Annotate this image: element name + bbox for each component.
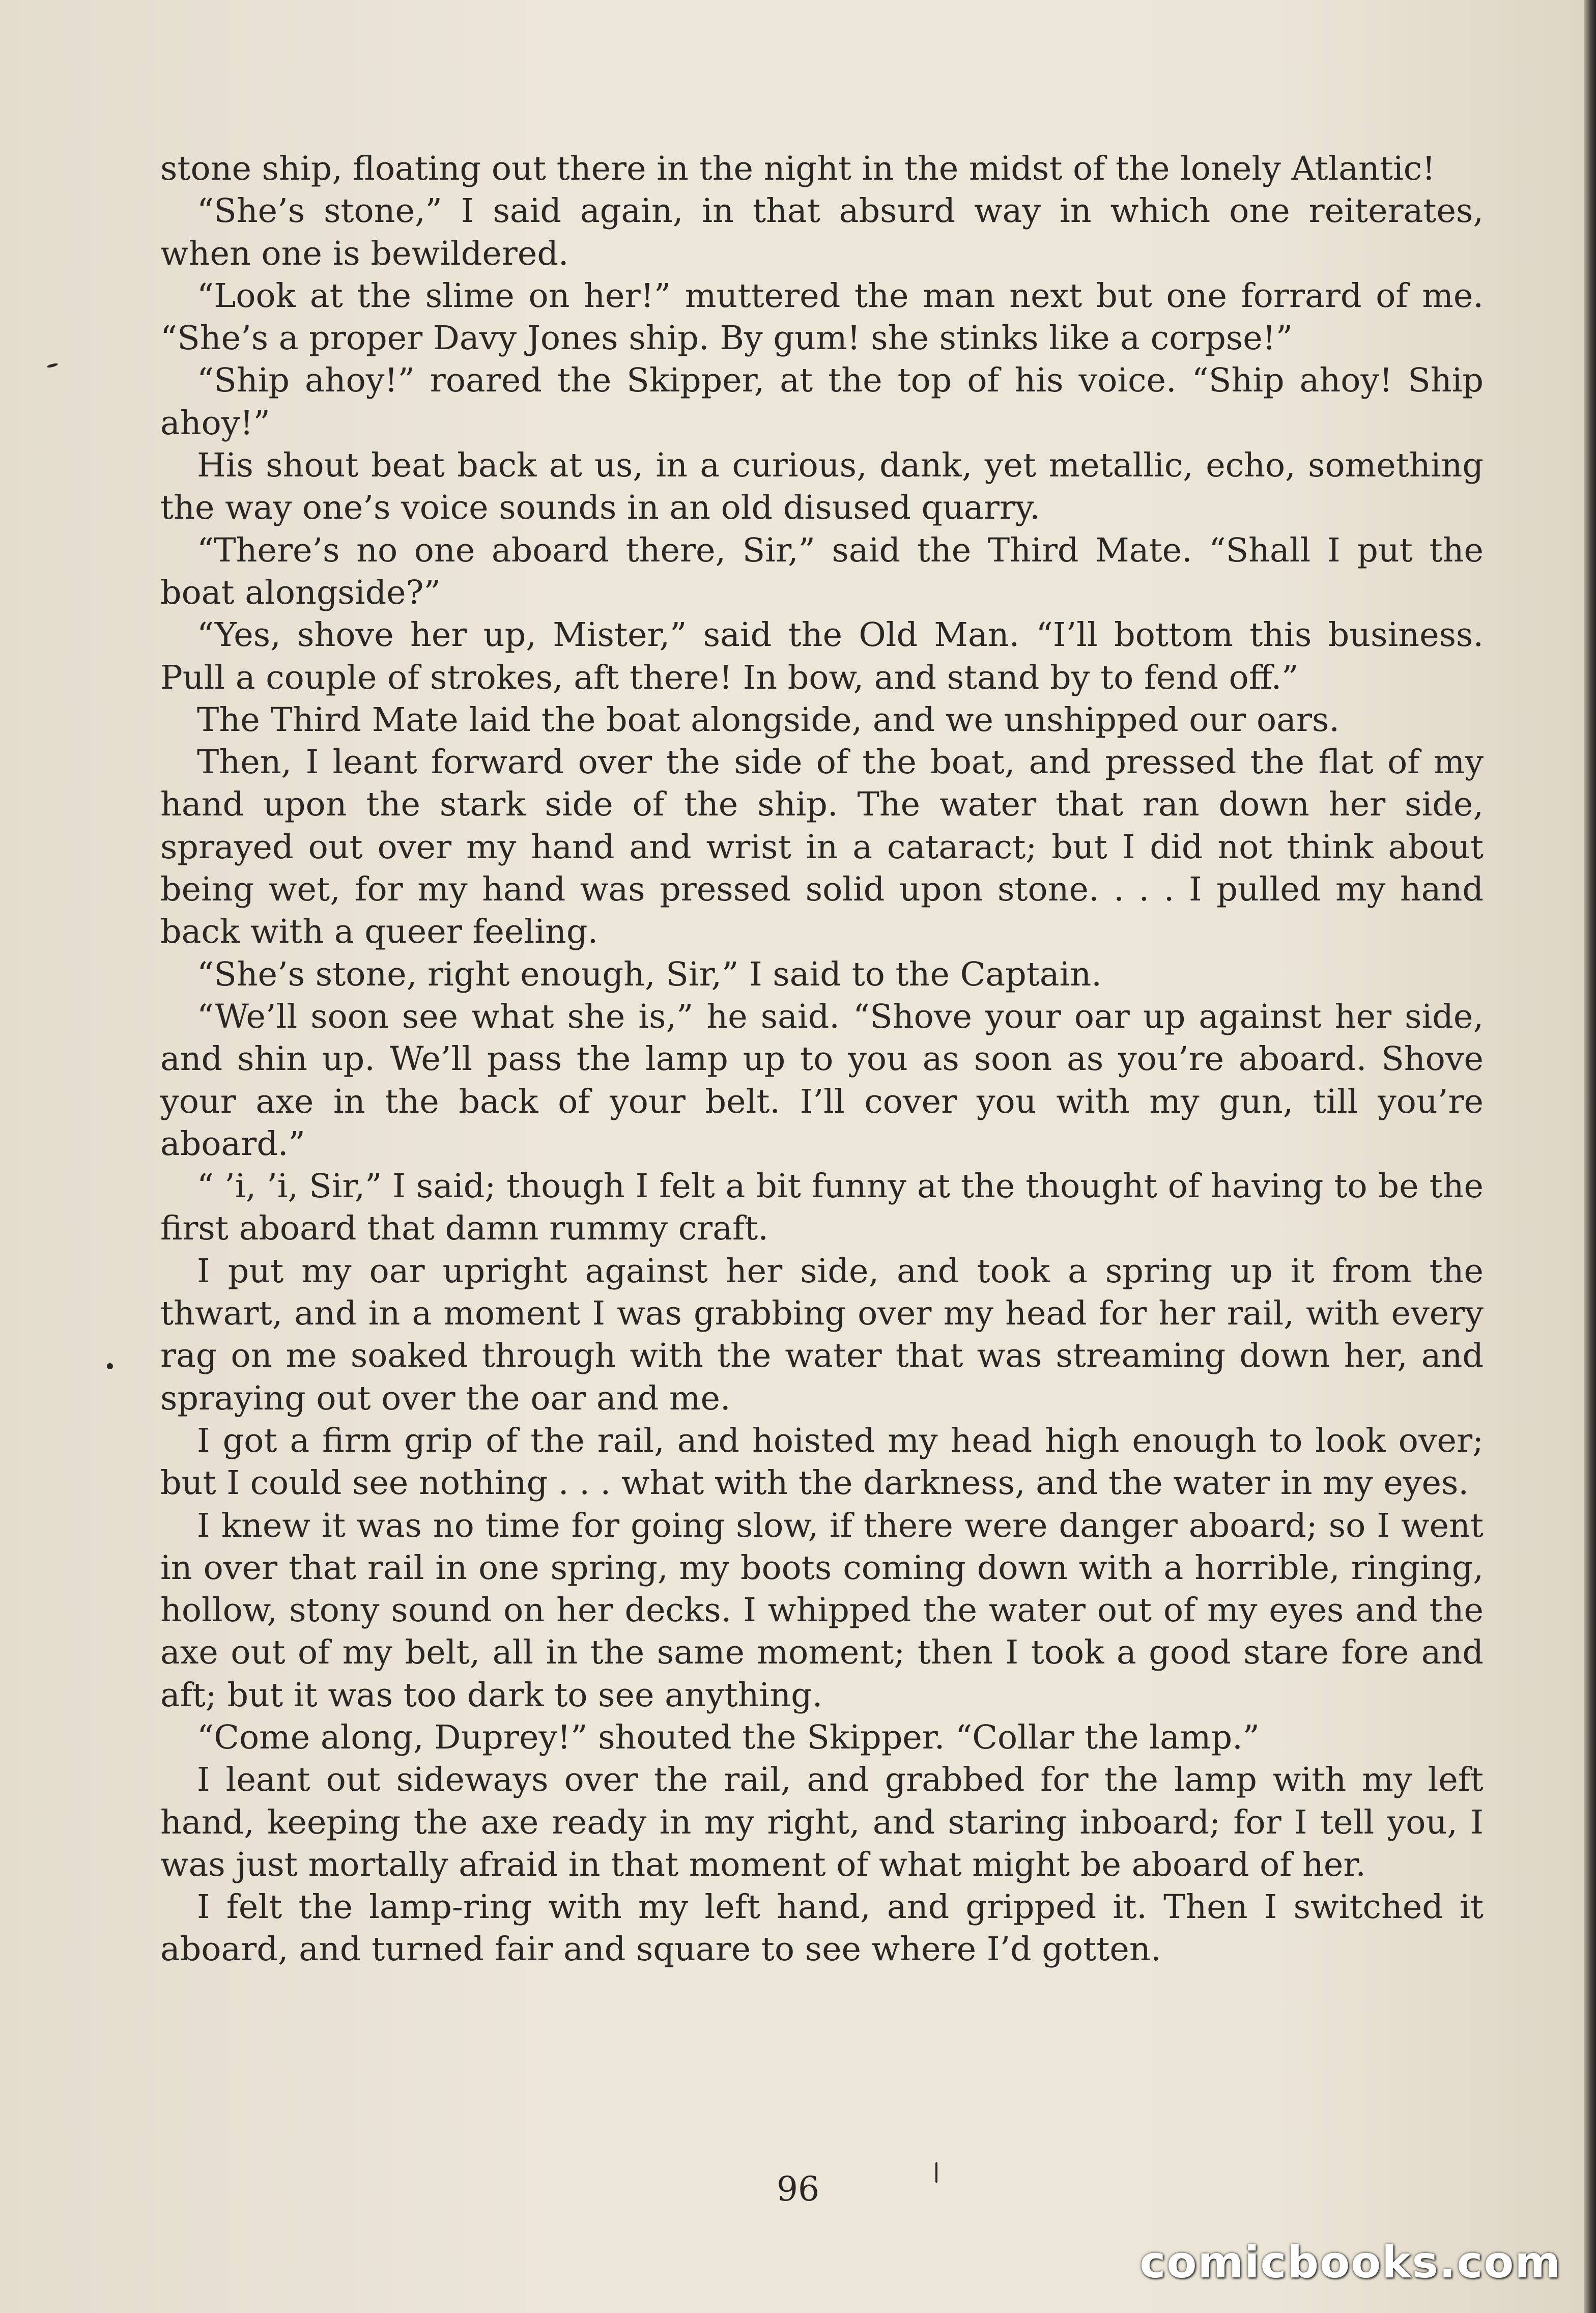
paragraph: I felt the lamp-ring with my left hand, and gripped it. Then I switched it aboard, and turned fair and square to see where I’d gotten. (160, 1888, 1484, 1969)
paragraph: “She’s stone,” I said again, in that absurd way in which one reiterates, when one is bewildered. (160, 192, 1484, 273)
paragraph: “Yes, shove her up, Mister,” said the Old Man. “I’ll bottom this business. Pull a couple of strokes, aft there! In bow, and stand by to fend off.” (160, 616, 1484, 697)
paragraph: Then, I leant forward over the side of the boat, and pressed the flat of my hand upon the stark side of the ship. The water that ran down her side, sprayed out over my hand and wrist in a cataract; but I did not think about being wet, for my hand was pressed solid upon stone. . . . I pulled my hand back with a queer feeling. (160, 743, 1484, 951)
paragraph: “Ship ahoy!” roared the Skipper, at the top of his voice. “Ship ahoy! Ship ahoy!” (160, 361, 1484, 442)
paragraph: “She’s stone, right enough, Sir,” I said to the Captain. (197, 955, 1102, 994)
page-number: 96 (777, 2169, 819, 2209)
paragraph: His shout beat back at us, in a curious, dank, yet metallic, echo, something the way one’s voice sounds in an old disused quarry. (160, 446, 1484, 527)
paragraph: I leant out sideways over the rail, and grabbed for the lamp with my left hand, keeping the axe ready in my right, and staring inboard; for I tell you, I was just mortally afraid in that moment of what might be aboard of her. (160, 1761, 1484, 1884)
watermark-logo: comicbooks.com (1139, 2237, 1561, 2288)
ink-speck (935, 2162, 937, 2183)
ink-speck (47, 362, 59, 368)
paragraph: “Come along, Duprey!” shouted the Skipper. “Collar the lamp.” (197, 1718, 1260, 1757)
paragraph: “Look at the slime on her!” muttered the man next but one forrard of me. “She’s a proper Davy Jones ship. By gum! she stinks like a corpse!” (160, 276, 1484, 358)
ink-speck (107, 1363, 113, 1369)
paragraph: stone ship, floating out there in the night in the midst of the lonely Atlantic! (160, 150, 1436, 188)
paragraph: The Third Mate laid the boat alongside, and we unshipped our oars. (197, 700, 1340, 739)
paragraph: “ ’i, ’i, Sir,” I said; though I felt a bit funny at the thought of having to be the first aboard that damn rummy craft. (160, 1167, 1484, 1248)
body-text (160, 148, 1484, 1971)
paragraph: “We’ll soon see what she is,” he said. “Shove your oar up against her side, and shin up. We’ll pass the lamp up to you as soon as you’re aboard. Shove your axe in the back of your belt. I’ll cover you with my gun, till you’re aboard.” (160, 997, 1484, 1163)
paragraph: I got a firm grip of the rail, and hoisted my head high enough to look over; but I could see nothing . . . what with the darkness, and the water in my eyes. (160, 1421, 1484, 1503)
paragraph: “There’s no one aboard there, Sir,” said the Third Mate. “Shall I put the boat alongside?” (160, 531, 1484, 612)
paragraph: I knew it was no time for going slow, if there were danger aboard; so I went in over that rail in one spring, my boots coming down with a horrible, ringing, hollow, stony sound on her decks. I whipped the water out of my eyes and the axe out of my belt, all in the same moment; then I took a good stare fore and aft; but it was too dark to see anything. (160, 1506, 1484, 1714)
paragraph: I put my oar upright against her side, and took a spring up it from the thwart, and in a moment I was grabbing over my head for her rail, with every rag on me soaked through with the water that was streaming down her, and spraying out over the oar and me. (160, 1252, 1484, 1418)
page-spine-edge (1584, 0, 1596, 2313)
